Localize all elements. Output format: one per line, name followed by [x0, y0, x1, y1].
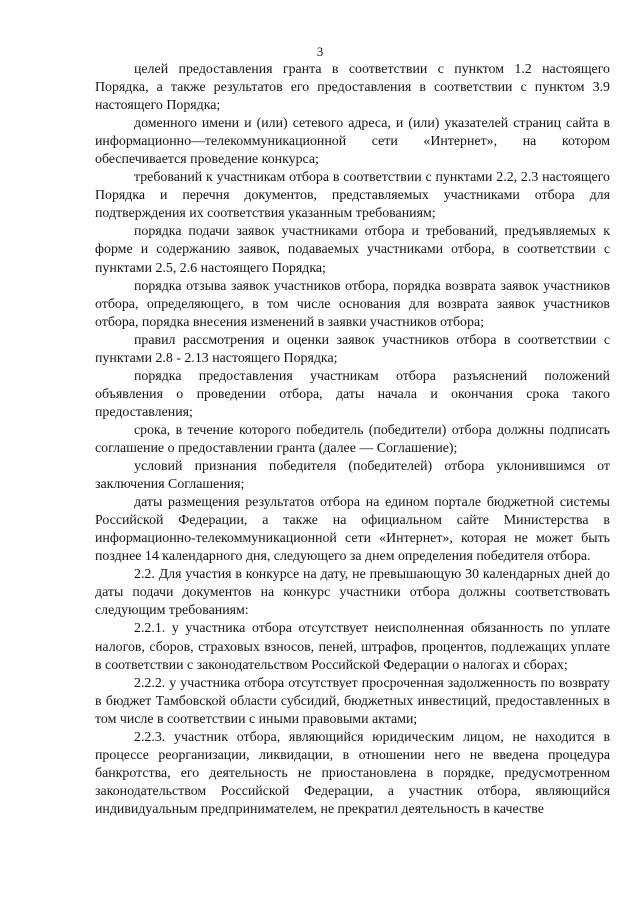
paragraph-results-publication: даты размещения результатов отбора на едином портале бюджетной системы Российской Федерации, а также на официальном сайте Министерства в информационно-телекоммуникационной сети «Интернет», которая не может быть позднее 14 календарного дня, следующего за днем определения победителя отбора.	[95, 495, 610, 565]
paragraph-section-2-2: 2.2. Для участия в конкурсе на дату, не превышающую 30 календарных дней до даты подачи документов на конкурс участники отбора должны соответствовать следующим требованиям:	[95, 567, 610, 619]
document-body	[95, 61, 610, 819]
paragraph-section-2-2-3: 2.2.3. участник отбора, являющийся юридическим лицом, не находится в процессе реорганизации, ликвидации, в отношении него не введена процедура банкротства, его деятельность не приостановлена в порядке, предусмотренном законодательством Российской Федерации, а участник отбора, являющийся индивидуальным предпринимателем, не прекратил деятельность в качестве	[95, 729, 610, 817]
paragraph-agreement-deadline: срока, в течение которого победитель (победители) отбора должны подписать соглашение о предоставлении гранта (далее — Соглашение);	[95, 422, 610, 456]
paragraph-clarifications: порядка предоставления участникам отбора разъяснений положений объявления о проведении отбора, даты начала и окончания срока такого предоставления;	[95, 368, 610, 420]
paragraph-domain-name: доменного имени и (или) сетевого адреса, и (или) указателей страниц сайта в информационно—телекоммуникационной сети «Интернет», на котором обеспечивается проведение конкурса;	[95, 116, 610, 168]
paragraph-application-submission: порядка подачи заявок участниками отбора и требований, предъявляемых к форме и содержанию заявок, подаваемых участниками отбора, в соответствии с пунктами 2.5, 2.6 настоящего Порядка;	[95, 224, 610, 276]
page-number: 3	[316, 44, 324, 59]
paragraph-participant-requirements: требований к участникам отбора в соответствии с пунктами 2.2, 2.3 настоящего Порядка и перечня документов, представляемых участниками отбора для подтверждения их соответствия указанным требованиям;	[95, 170, 610, 222]
paragraph-section-2-2-1: 2.2.1. у участника отбора отсутствует неисполненная обязанность по уплате налогов, сборов, страховых взносов, пеней, штрафов, процентов, подлежащих уплате в соответствии с законодательством Российской Федерации о налогах и сборах;	[95, 621, 610, 673]
paragraph-section-2-2-2: 2.2.2. у участника отбора отсутствует просроченная задолженность по возврату в бюджет Тамбовской области субсидий, бюджетных инвестиций, предоставленных в том числе в соответствии с иными правовыми актами;	[95, 675, 610, 727]
paragraph-grant-goals: целей предоставления гранта в соответствии с пунктом 1.2 настоящего Порядка, а также результатов его предоставления в соответствии с пунктом 3.9 настоящего Порядка;	[95, 62, 610, 114]
paragraph-application-withdrawal: порядка отзыва заявок участников отбора, порядка возврата заявок участников отбора, определяющего, в том числе основания для возврата заявок участников отбора, порядка внесения изменений в заявки участников отбора;	[95, 278, 610, 330]
paragraph-review-rules: правил рассмотрения и оценки заявок участников отбора в соответствии с пунктами 2.8 - 2.13 настоящего Порядка;	[95, 332, 610, 366]
paragraph-evasion-conditions: условий признания победителя (победителей) отбора уклонившимся от заключения Соглашения;	[95, 459, 610, 493]
